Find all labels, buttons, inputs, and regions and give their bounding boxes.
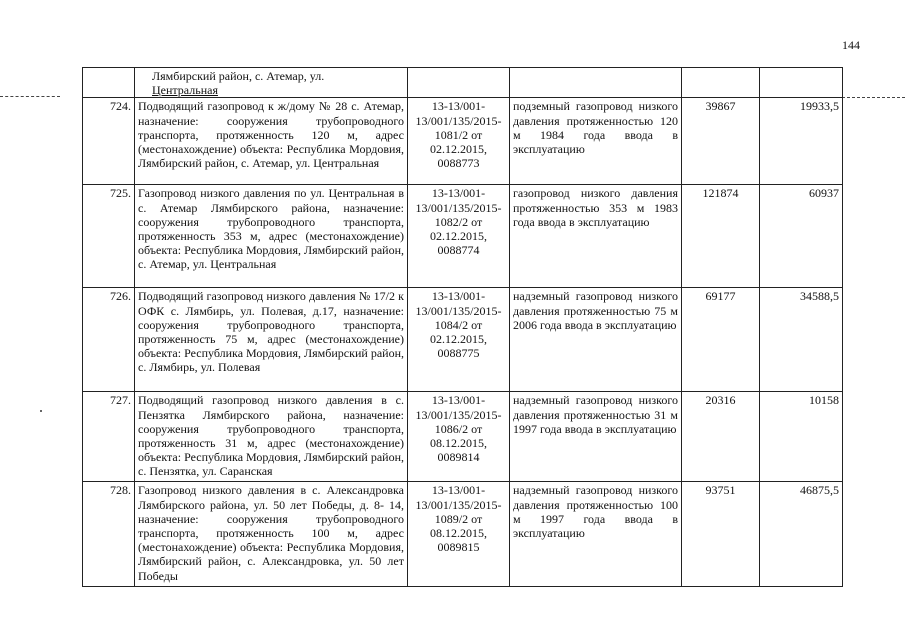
cadastral-number: 13-13/001-13/001/135/2015-1086/2 от 08.12.2015, 0089814 — [408, 392, 510, 482]
object-description: подземный газопровод низкого давления протяженностью 120 м 1984 года ввода в эксплуатацию — [510, 98, 682, 185]
residual-value: 34588,5 — [760, 288, 843, 392]
residual-value: 60937 — [760, 185, 843, 288]
table-row — [83, 185, 843, 288]
continuation-address-line: Лямбирский район, с. Атемар, ул. — [152, 69, 325, 83]
object-description: газопровод низкого давления протяженностью 353 м 1983 года ввода в эксплуатацию — [510, 185, 682, 288]
row-number: 727. — [83, 392, 135, 482]
scan-artifact-dot — [40, 410, 42, 412]
residual-value: 10158 — [760, 392, 843, 482]
value2-cell — [760, 68, 843, 98]
row-number: 726. — [83, 288, 135, 392]
object-name: Подводящий газопровод низкого давления в с. Пензятка Лямбирского района, назначение: сооружения трубопроводного транспорта, протяженность 31 м, адрес (местонахождение) объекта: Республика Мордовия, Лямбирский район, с. Пензятка, ул. Саранская — [135, 392, 408, 482]
property-registry-table — [82, 67, 843, 587]
object-description: надземный газопровод низкого давления протяженностью 31 м 1997 года ввода в эксплуатацию — [510, 392, 682, 482]
table-row-continuation — [83, 68, 843, 98]
book-value: 20316 — [682, 392, 760, 482]
continuation-street: Центральная — [152, 83, 218, 98]
object-name: Подводящий газопровод к ж/дому № 28 с. Атемар, назначение: сооружения трубопроводного транспорта, протяженность 120 м, адрес (местонахождение) объекта: Республика Мордовия, Лямбирский район, с. Атемар, ул. Центральная — [135, 98, 408, 185]
cadastral-cell — [408, 68, 510, 98]
book-value: 39867 — [682, 98, 760, 185]
residual-value: 46875,5 — [760, 482, 843, 587]
cadastral-number: 13-13/001-13/001/135/2015-1082/2 от 02.12.2015, 0088774 — [408, 185, 510, 288]
cadastral-number: 13-13/001-13/001/135/2015-1089/2 от 08.12.2015, 0089815 — [408, 482, 510, 587]
description-cell — [510, 68, 682, 98]
cadastral-number: 13-13/001-13/001/135/2015-1081/2 от 02.12.2015, 0088773 — [408, 98, 510, 185]
table-row — [83, 98, 843, 185]
table-row — [83, 392, 843, 482]
book-value: 69177 — [682, 288, 760, 392]
table-row — [83, 288, 843, 392]
scan-artifact-line — [0, 96, 60, 97]
value1-cell — [682, 68, 760, 98]
table-row — [83, 482, 843, 587]
row-number: 728. — [83, 482, 135, 587]
page-number: 144 — [842, 38, 860, 52]
cadastral-number: 13-13/001-13/001/135/2015-1084/2 от 02.12.2015, 0088775 — [408, 288, 510, 392]
object-name: Газопровод низкого давления в с. Александровка Лямбирского района, ул. 50 лет Победы, д. 8- 14, назначение: сооружения трубопроводного транспорта, протяженность 100 м, адрес (местонахождение) объекта: Республика Мордовия, Лямбирский район, с. Александровка, ул. 50 лет Победы — [135, 482, 408, 587]
object-name: Подводящий газопровод низкого давления № 17/2 к ОФК с. Лямбирь, ул. Полевая, д.17, назначение: сооружения трубопроводного транспорта, протяженность 75 м, адрес (местонахождение) объекта: Республика Мордовия, Лямбирский район, с. Лямбирь, ул. Полевая — [135, 288, 408, 392]
row-number: 725. — [83, 185, 135, 288]
book-value: 93751 — [682, 482, 760, 587]
row-number: 724. — [83, 98, 135, 185]
object-description: надземный газопровод низкого давления протяженностью 75 м 2006 года ввода в эксплуатацию — [510, 288, 682, 392]
object-name: Газопровод низкого давления по ул. Центральная в с. Атемар Лямбирского района, назначение: сооружения трубопроводного транспорта, протяженность 353 м, адрес (местонахождение) объекта: Республика Мордовия, Лямбирский район, с. Атемар, ул. Центральная — [135, 185, 408, 288]
book-value: 121874 — [682, 185, 760, 288]
object-name-cell — [135, 68, 408, 98]
row-number-cell — [83, 68, 135, 98]
scan-artifact-line — [842, 97, 905, 98]
residual-value: 19933,5 — [760, 98, 843, 185]
object-description: надземный газопровод низкого давления протяженностью 100 м 1997 года ввода в эксплуатацию — [510, 482, 682, 587]
